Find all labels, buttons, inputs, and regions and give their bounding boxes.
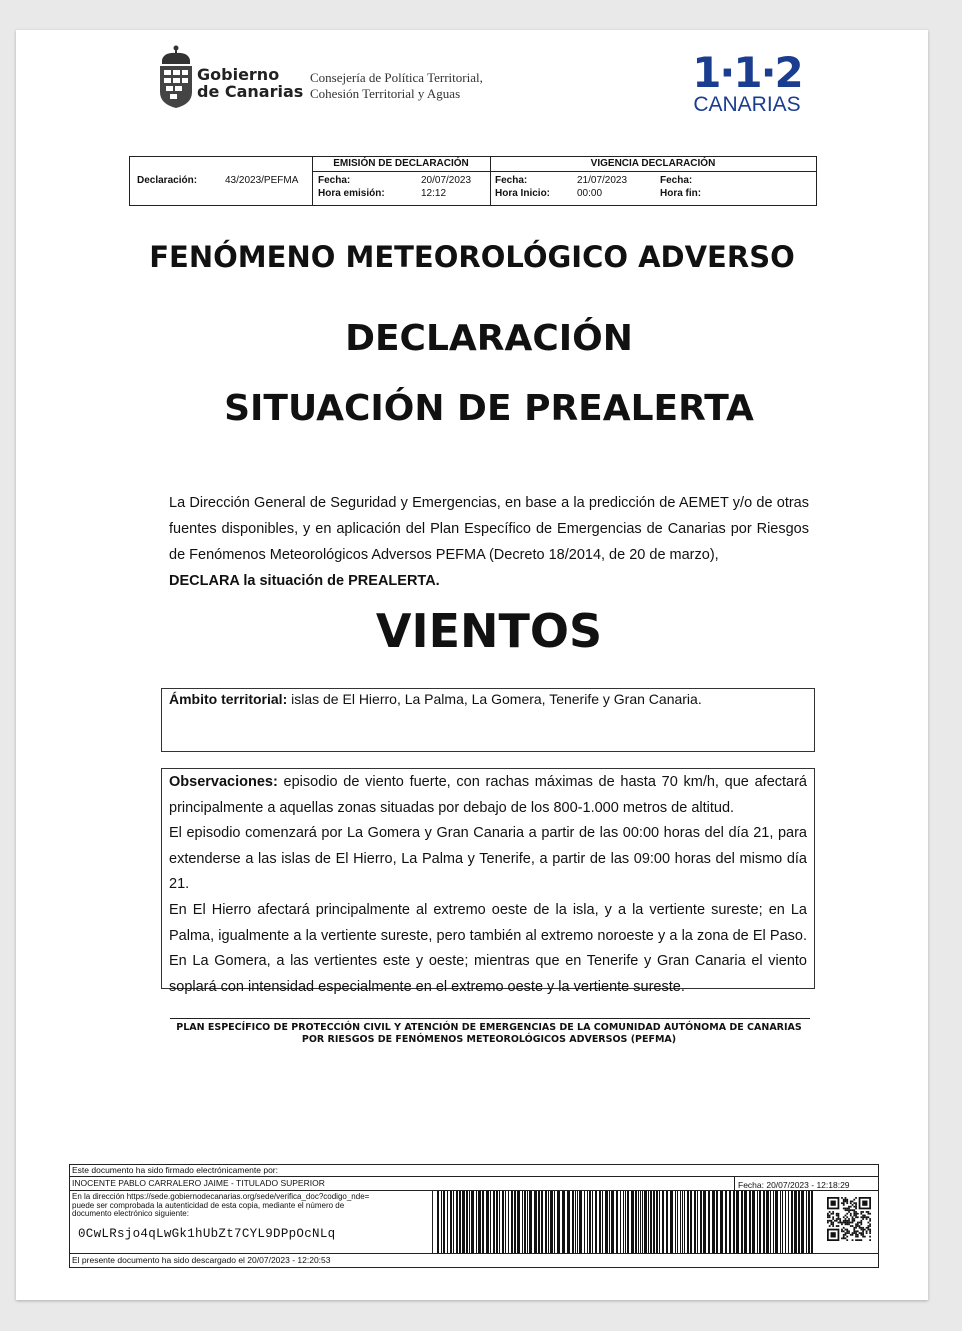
title-declaracion: DECLARACIÓN bbox=[345, 318, 633, 359]
emision-fecha-label: Fecha: bbox=[318, 175, 351, 186]
signature-block bbox=[69, 1164, 879, 1268]
barcode-icon bbox=[437, 1191, 815, 1253]
verify-text bbox=[72, 1193, 369, 1219]
sig-divider bbox=[70, 1253, 878, 1254]
gobierno-canarias-name bbox=[197, 66, 303, 100]
title-fenomeno: FENÓMENO METEOROLÓGICO ADVERSO bbox=[149, 240, 795, 274]
signed-by-label: Este documento ha sido firmado electrónicamente por: bbox=[72, 1165, 279, 1175]
declaracion-label: Declaración: bbox=[137, 175, 198, 186]
observaciones-p3: En El Hierro afectará principalmente al extremo oeste de la isla, y a la vertiente sureste; en La Palma, igualmente a la vertiente sureste, pero también al extremo noroeste y a la zona de El Paso. En La Gomera, a las vertientes este y oeste; mientras que en Tenerife y Gran Canaria el viento soplará con intensidad especialmente en el extremo oeste y la vertiente sureste. bbox=[169, 901, 807, 995]
vigencia-fecha-label: Fecha: bbox=[495, 175, 528, 186]
fin-hora-label: Hora fin: bbox=[660, 188, 702, 199]
emision-hora-label: Hora emisión: bbox=[318, 188, 385, 199]
emision-header: EMISIÓN DE DECLARACIÓN bbox=[333, 158, 469, 169]
gobierno-line2: de Canarias bbox=[197, 82, 304, 101]
verify-line1: En la dirección https://sede.gobiernodecanarias.org/sede/verifica_doc?codigo_nde= bbox=[72, 1192, 370, 1201]
vigencia-hora-label: Hora Inicio: bbox=[495, 188, 551, 199]
vigencia-fecha-value: 21/07/2023 bbox=[577, 175, 628, 186]
logo-112-region: CANARIAS bbox=[693, 93, 801, 116]
declaracion-value: 43/2023/PEFMA bbox=[225, 175, 299, 186]
phenomenon-title: VIENTOS bbox=[375, 604, 603, 658]
downloaded-text: El presente documento ha sido descargado el 20/07/2023 - 12:20:53 bbox=[72, 1255, 331, 1265]
ambito-box bbox=[161, 688, 815, 752]
sig-divider bbox=[70, 1176, 878, 1177]
emision-hora-value: 12:12 bbox=[421, 188, 447, 199]
vigencia-hora-value: 00:00 bbox=[577, 188, 603, 199]
title-prealerta: SITUACIÓN DE PREALERTA bbox=[224, 388, 754, 429]
signature-date: Fecha: 20/07/2023 - 12:18:29 bbox=[738, 1180, 850, 1190]
verify-line3: documento electrónico siguiente: bbox=[72, 1209, 189, 1218]
sig-divider bbox=[432, 1190, 433, 1253]
plan-divider bbox=[170, 1018, 810, 1019]
intro-paragraph bbox=[169, 490, 809, 594]
signer-name: INOCENTE PABLO CARRALERO JAIME - TITULADO SUPERIOR bbox=[72, 1178, 325, 1188]
qr-code-icon bbox=[827, 1197, 871, 1241]
sig-divider bbox=[734, 1176, 735, 1190]
declaration-table bbox=[129, 156, 817, 206]
department-name bbox=[310, 70, 483, 102]
department-line2: Cohesión Territorial y Aguas bbox=[310, 86, 461, 101]
observaciones-p1: episodio de viento fuerte, con rachas máximas de hasta 70 km/h, que afectará principalmente a aquellas zonas situadas por debajo de los 800-1.000 metros de altitud. bbox=[169, 774, 807, 816]
observaciones-box bbox=[161, 768, 815, 995]
emision-fecha-value: 20/07/2023 bbox=[421, 175, 472, 186]
logo-112-canarias bbox=[692, 50, 802, 116]
plan-footer-title bbox=[16, 1022, 962, 1046]
gobierno-line1: Gobierno bbox=[197, 65, 280, 84]
logo-112-number: 1·1·2 bbox=[692, 48, 802, 97]
plan-line2: POR RIESGOS DE FENÓMENOS METEOROLÓGICOS ADVERSOS (PEFMA) bbox=[301, 1034, 677, 1045]
document-page bbox=[16, 30, 928, 1300]
plan-line1: PLAN ESPECÍFICO DE PROTECCIÓN CIVIL Y ATENCIÓN DE EMERGENCIAS DE LA COMUNIDAD AUTÓNOMA DE CANARIAS bbox=[176, 1022, 802, 1033]
document-code: 0CwLRsjo4qLwGk1hUbZt7CYL9DPpOcNLq bbox=[78, 1227, 336, 1241]
ambito-text: islas de El Hierro, La Palma, La Gomera, Tenerife y Gran Canaria. bbox=[287, 691, 702, 707]
intro-declares: DECLARA la situación de PREALERTA. bbox=[169, 573, 440, 589]
department-line1: Consejería de Política Territorial, bbox=[310, 70, 483, 85]
observaciones-p2: El episodio comenzará por La Gomera y Gran Canaria a partir de las 00:00 horas del día 21, para extenderse a las islas de El Hierro, La Palma y Tenerife, a partir de las 09:00 horas del mismo día 21. bbox=[169, 825, 807, 893]
vigencia-header: VIGENCIA DECLARACIÓN bbox=[590, 158, 716, 169]
gobierno-canarias-emblem-icon bbox=[156, 44, 196, 110]
ambito-label: Ámbito territorial: bbox=[169, 691, 288, 707]
intro-text: La Dirección General de Seguridad y Emergencias, en base a la predicción de AEMET y/o de otras fuentes disponibles, y en aplicación del Plan Específico de Emergencias de Canarias por Riesgos de Fenómenos Meteorológicos Adversos PEFMA (Decreto 18/2014, de 20 de marzo), bbox=[169, 495, 809, 563]
table-divider bbox=[312, 171, 816, 172]
observaciones-label: Observaciones: bbox=[169, 774, 278, 790]
verify-line2: puede ser comprobada la autenticidad de esta copia, mediante el número de bbox=[72, 1200, 345, 1210]
fin-fecha-label: Fecha: bbox=[660, 175, 693, 186]
